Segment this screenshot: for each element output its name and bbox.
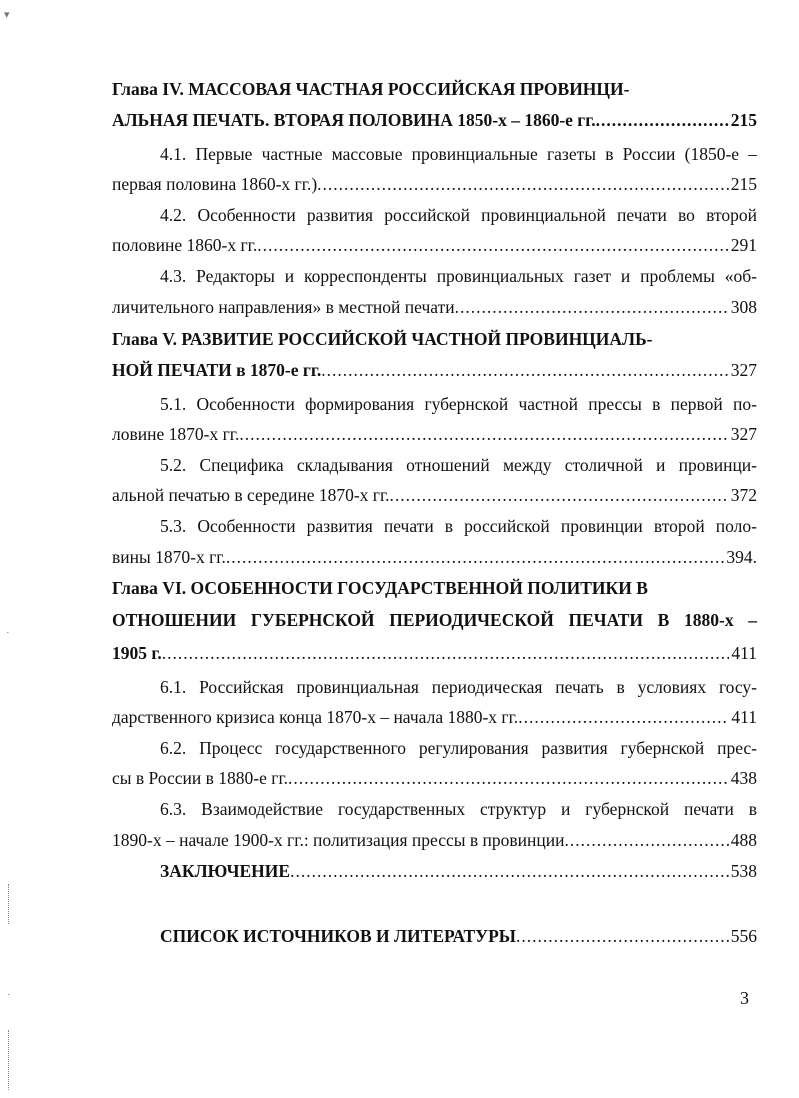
scan-mark (8, 884, 9, 924)
dot-leader (596, 106, 729, 134)
dot-leader (290, 857, 729, 885)
toc-text: 6.3. Взаимодействие государственных структур и губернской печати в (160, 799, 757, 819)
toc-text: первая половина 1860-х гг.) (112, 174, 318, 194)
toc-section-5-1-line1 (160, 390, 757, 418)
toc-text: 5.1. Особенности формирования губернской частной прессы в первой по- (160, 394, 757, 414)
toc-page-number: 556 (730, 926, 757, 946)
toc-text: дарственного кризиса конца 1870-х – начала 1880-х гг. (112, 707, 519, 727)
toc-conclusion (160, 857, 757, 885)
toc-text: Глава IV. МАССОВАЯ ЧАСТНАЯ РОССИЙСКАЯ ПРОВИНЦИ- (112, 79, 630, 99)
dot-leader (317, 170, 729, 198)
dot-leader (516, 922, 729, 950)
toc-text: 6.1. Российская провинциальная периодическая печать в условиях госу- (160, 677, 757, 697)
toc-page-number: 372 (730, 485, 757, 505)
scan-mark (8, 1030, 9, 1090)
toc-page-number: 327 (730, 360, 757, 380)
toc-text: НОЙ ПЕЧАТИ в 1870-е гг. (112, 360, 322, 380)
toc-text: альной печатью в середине 1870-х гг. (112, 485, 390, 505)
toc-section-5-3-line2 (112, 543, 757, 571)
dot-leader (162, 639, 730, 667)
toc-text: ЗАКЛЮЧЕНИЕ (160, 861, 291, 881)
toc-page-number: 291 (730, 235, 757, 255)
toc-text: вины 1870-х гг. (112, 547, 226, 567)
toc-page-number: 488 (730, 830, 757, 850)
toc-text: 4.2. Особенности развития российской провинциальной печати во второй (160, 205, 757, 225)
toc-section-4-3-line1 (160, 262, 757, 290)
scan-mark: · (6, 627, 10, 639)
toc-page-number: 438 (730, 768, 757, 788)
toc-chapter-6-line2 (112, 606, 757, 634)
toc-page-number: 327 (730, 424, 757, 444)
dot-leader (239, 420, 728, 448)
toc-section-6-1-line1 (160, 673, 757, 701)
toc-page-number: 215 (730, 174, 757, 194)
toc-section-5-2-line1 (160, 451, 757, 479)
toc-section-5-1-line2 (112, 420, 757, 448)
scan-mark: · (7, 989, 11, 1001)
dot-leader (288, 764, 729, 792)
toc-chapter-4-line2 (112, 106, 757, 134)
toc-section-4-2-line1 (160, 201, 757, 229)
toc-chapter-4-line1 (112, 75, 757, 103)
toc-text: 1890-х – начале 1900-х гг.: политизация прессы в провинции (112, 830, 565, 850)
toc-chapter-6-line3 (112, 639, 757, 667)
toc-sources (160, 922, 757, 950)
toc-chapter-6-line1 (112, 574, 757, 602)
toc-text: СПИСОК ИСТОЧНИКОВ И ЛИТЕРАТУРЫ (160, 926, 516, 946)
toc-text: АЛЬНАЯ ПЕЧАТЬ. ВТОРАЯ ПОЛОВИНА 1850-х – 1860-е гг. (112, 110, 596, 130)
toc-text: 5.2. Специфика складывания отношений между столичной и провинци- (160, 455, 757, 475)
toc-page-number: 215 (730, 110, 757, 130)
toc-text: 6.2. Процесс государственного регулирования развития губернской прес- (160, 738, 757, 758)
toc-page-number: 308 (730, 297, 757, 317)
toc-section-4-2-line2 (112, 231, 757, 259)
dot-leader (564, 826, 728, 854)
toc-page-number: 394. (726, 547, 757, 567)
toc-section-5-3-line1 (160, 512, 757, 540)
toc-section-6-3-line1 (160, 795, 757, 823)
dot-leader (321, 356, 729, 384)
toc-page-number: 411 (731, 643, 757, 663)
toc-section-4-1-line2 (112, 170, 757, 198)
toc-page-number: 538 (730, 861, 757, 881)
toc-section-4-1-line1 (160, 140, 757, 168)
dot-leader (390, 481, 729, 509)
toc-text: половине 1860-х гг. (112, 235, 258, 255)
toc-section-6-2-line2 (112, 764, 757, 792)
page-number: 3 (740, 988, 749, 1008)
toc-section-5-2-line2 (112, 481, 757, 509)
toc-text: ОТНОШЕНИИ ГУБЕРНСКОЙ ПЕРИОДИЧЕСКОЙ ПЕЧАТИ В 1880-х – (112, 610, 757, 630)
scan-mark: ▾ (4, 9, 10, 21)
toc-chapter-5-line2 (112, 356, 757, 384)
toc-section-6-3-line2 (112, 826, 757, 854)
toc-text: ловине 1870-х гг. (112, 424, 240, 444)
toc-text: Глава V. РАЗВИТИЕ РОССИЙСКОЙ ЧАСТНОЙ ПРОВИНЦИАЛЬ- (112, 329, 653, 349)
toc-text: сы в России в 1880-е гг. (112, 768, 289, 788)
dot-leader (257, 231, 729, 259)
toc-chapter-5-line1 (112, 325, 757, 353)
toc-section-4-3-line2 (112, 293, 757, 321)
toc-text: 5.3. Особенности развития печати в российской провинции второй поло- (160, 516, 757, 536)
toc-text: Глава VI. ОСОБЕННОСТИ ГОСУДАРСТВЕННОЙ ПОЛИТИКИ В (112, 578, 648, 598)
toc-text: 4.1. Первые частные массовые провинциальные газеты в России (1850-е – (160, 144, 757, 164)
toc-text: личительного направления» в местной печати (112, 297, 455, 317)
dot-leader (455, 293, 729, 321)
dot-leader (518, 703, 729, 731)
toc-section-6-1-line2 (112, 703, 757, 731)
toc-section-6-2-line1 (160, 734, 757, 762)
dot-leader (226, 543, 725, 571)
toc-page-number: 411 (731, 707, 757, 727)
toc-text: 4.3. Редакторы и корреспонденты провинциальных газет и проблемы «об- (160, 266, 757, 286)
toc-text: 1905 г. (112, 643, 162, 663)
